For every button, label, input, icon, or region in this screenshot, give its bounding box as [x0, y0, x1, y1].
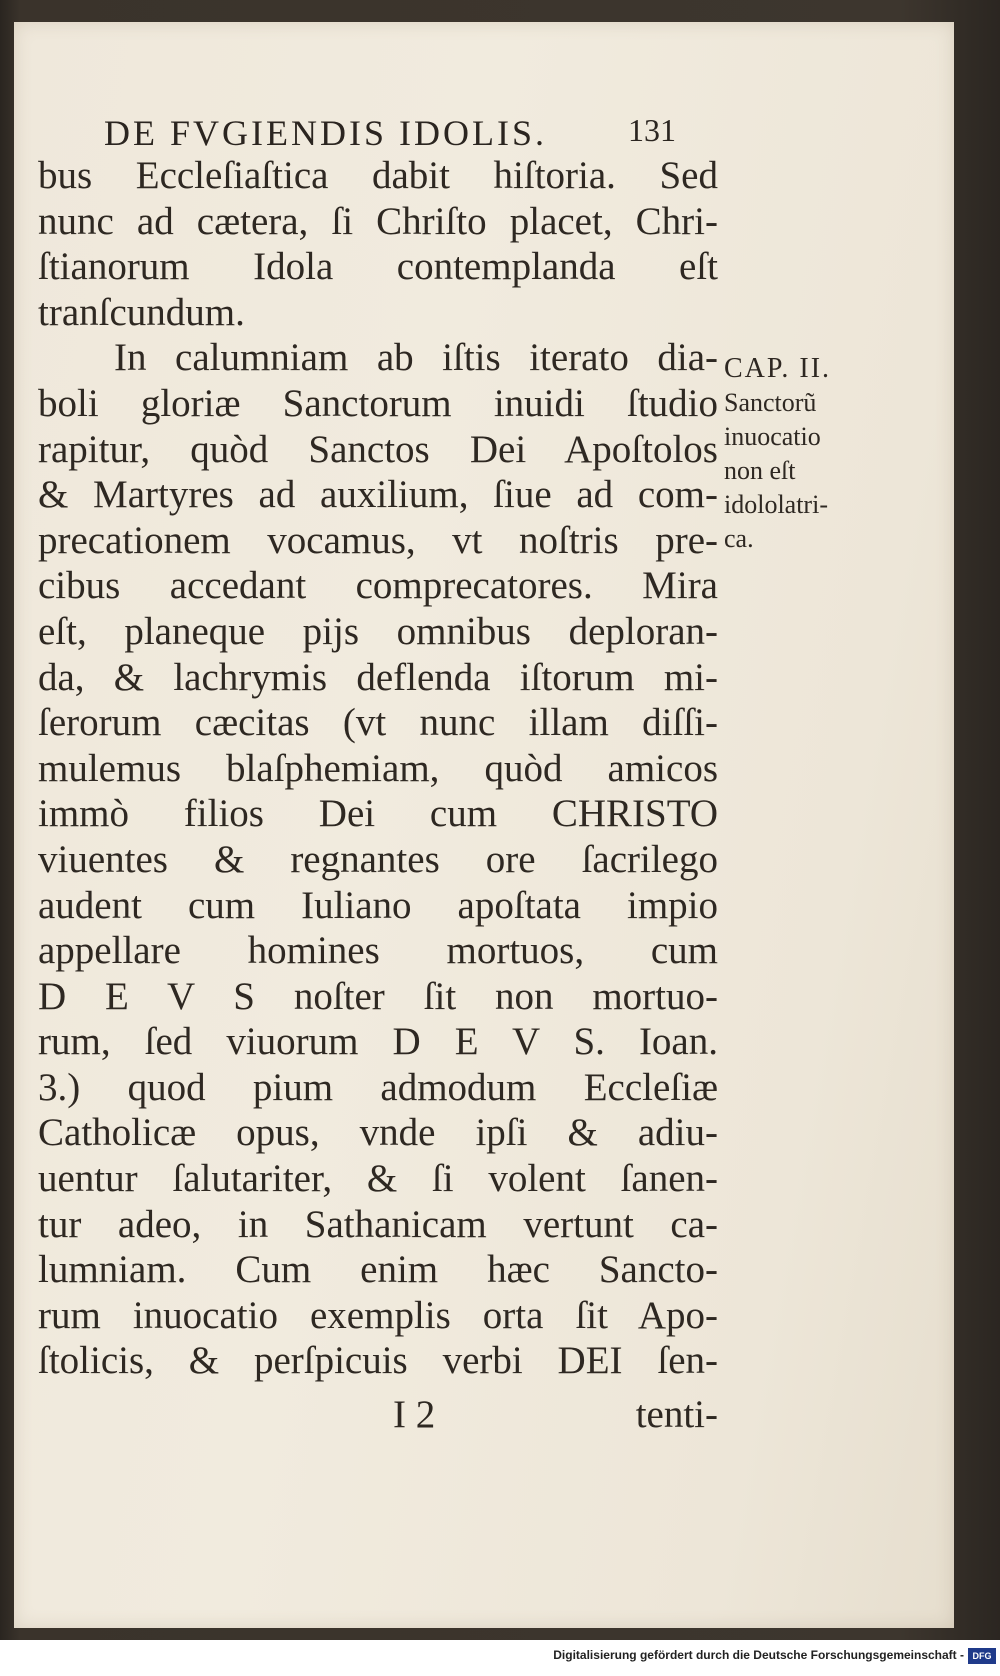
text-line: ſtolicis, & perſpicuis verbi DEI ſen-	[38, 1339, 718, 1383]
text-line: uentur ſalutariter, & ſi volent ſanen-	[38, 1157, 718, 1201]
text-line: immò filios Dei cum CHRISTO	[38, 792, 718, 836]
text-line: & Martyres ad auxilium, ſiue ad com-	[38, 473, 718, 517]
text-line: viuentes & regnantes ore ſacrilego	[38, 837, 718, 881]
text-line: 3.) quod pium admodum Eccleſiæ	[38, 1065, 718, 1109]
margin-line: Sanctorũ	[724, 388, 817, 417]
text-line: bus Eccleſiaſtica dabit hiſtoria. Sed	[38, 154, 718, 197]
text-line: da, & lachrymis deflenda iſtorum mi-	[38, 655, 718, 699]
running-title: DE FVGIENDIS IDOLIS.	[104, 113, 547, 153]
text-line: cibus accedant comprecatores. Mira	[38, 564, 718, 608]
margin-line: idololatri-	[724, 490, 828, 519]
text-line: rum, ſed viuorum D E V S. Ioan.	[38, 1020, 718, 1064]
text-line: eſt, planeque pijs omnibus deploran-	[38, 609, 718, 653]
text-line: mulemus blaſphemiam, quòd amicos	[38, 746, 718, 790]
margin-line: inuocatio	[724, 422, 821, 451]
text-line: tranſcundum.	[38, 290, 245, 334]
text-line: audent cum Iuliano apoſtata impio	[38, 883, 718, 927]
body-text	[38, 153, 718, 1384]
text-line: In calumniam ab iſtis iterato dia-	[114, 336, 718, 380]
text-line: ſtianorum Idola contemplanda eſt	[38, 245, 718, 289]
catchword: tenti-	[635, 1393, 718, 1436]
digitization-credit: Digitalisierung gefördert durch die Deutsche Forschungsgemeinschaft -	[553, 1648, 964, 1662]
margin-note	[724, 352, 874, 556]
text-line: precationem vocamus, vt noſtris pre-	[38, 518, 718, 562]
text-line: lumniam. Cum enim hæc Sancto-	[38, 1248, 718, 1292]
text-line: rapitur, quòd Sanctos Dei Apoſtolos	[38, 427, 718, 471]
signature-mark: I 2	[393, 1393, 436, 1436]
text-line: appellare homines mortuos, cum	[38, 929, 718, 973]
margin-line: ca.	[724, 524, 754, 553]
running-header	[104, 112, 684, 152]
margin-chapter: CAP. II.	[724, 353, 832, 384]
margin-line: non eſt	[724, 456, 796, 485]
text-line: rum inuocatio exemplis orta ſit Apo-	[38, 1293, 718, 1337]
page-number: 131	[628, 112, 676, 148]
text-line: tur adeo, in Sathanicam vertunt ca-	[38, 1202, 718, 1246]
dfg-logo: DFG	[968, 1648, 996, 1664]
text-line: boli gloriæ Sanctorum inuidi ſtudio	[38, 381, 718, 425]
text-line: ſerorum cæcitas (vt nunc illam diſſi-	[38, 701, 718, 745]
text-line: Catholicæ opus, vnde ipſi & adiu-	[38, 1111, 718, 1155]
text-line: nunc ad cætera, ſi Chriſto placet, Chri-	[38, 199, 718, 243]
page-footer	[38, 1392, 718, 1438]
text-line: D E V S noſter ſit non mortuo-	[38, 974, 718, 1018]
